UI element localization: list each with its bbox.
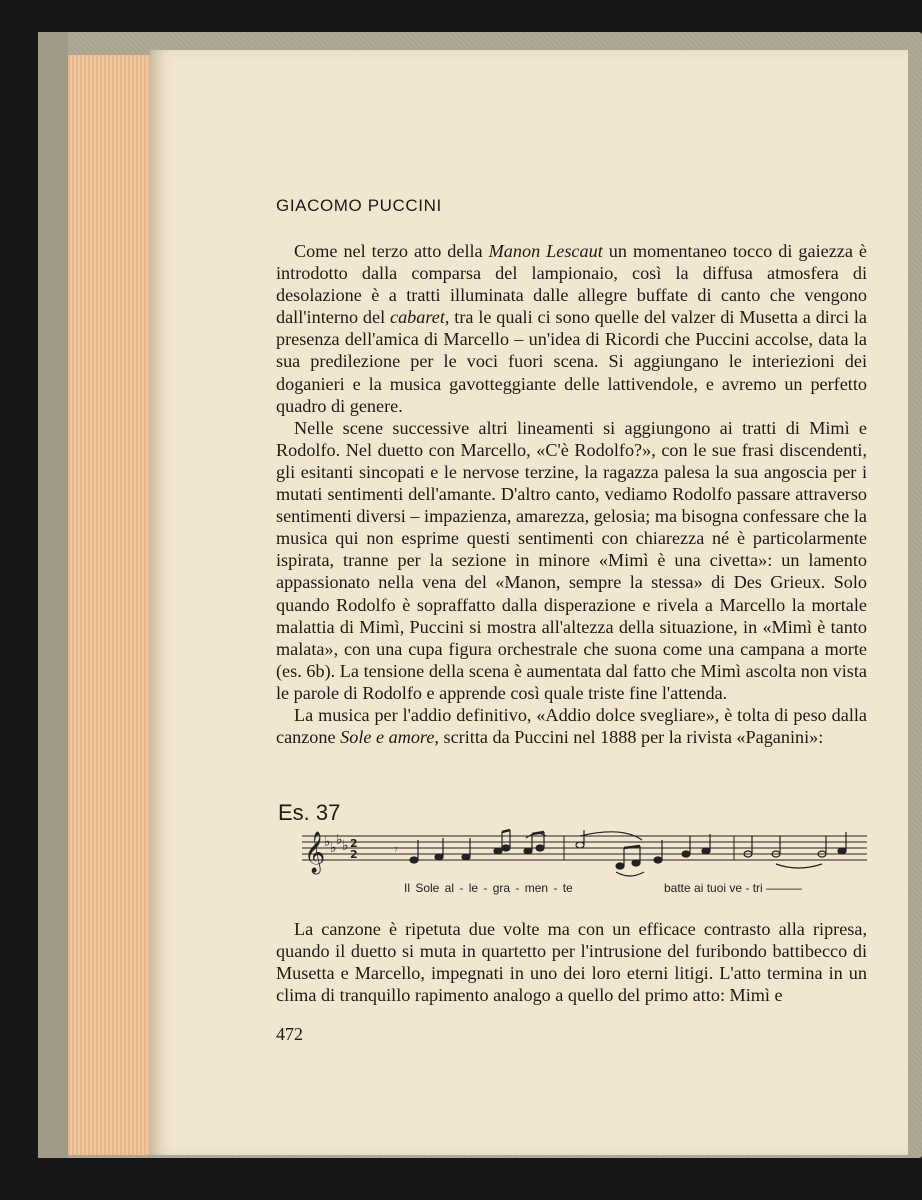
time-signature-icon xyxy=(350,837,358,861)
text-span: , scritta da Puccini nel 1888 per la rivista «Paganini»: xyxy=(434,727,824,748)
text-span: Come nel terzo atto della xyxy=(294,241,489,261)
svg-text:𝄾: 𝄾 xyxy=(394,842,398,858)
svg-text:2: 2 xyxy=(350,848,358,861)
note-group-1 xyxy=(394,830,546,863)
running-header: GIACOMO PUCCINI xyxy=(276,196,442,215)
paragraph-1 xyxy=(276,240,867,417)
text-span: , tra le quali ci sono quelle del valzer di Musetta a dirci la presenza dell'amica di Marcello – un'idea di Ricordi che Puccini accolse, data la sua predilezione per le voci fuori scena. Si aggiungano le interiezioni dei doganieri e la musica gavotteggiante delle lattivendole, e avremo un perfetto quadro di genere. xyxy=(276,307,867,416)
song-title: Sole e amore xyxy=(340,727,435,748)
lyrics-line-2: batte ai tuoi ve - tri ——— xyxy=(664,881,803,895)
music-staff xyxy=(302,824,867,884)
paragraph-4: La canzone è ripetuta due volte ma con un efficace contrasto alla ripresa, quando il duetto si muta in quartetto per l'intrusione del furibondo battibecco di Musetta e Marcello, impegnati in uno dei loro eterni litigi. L'atto termina in un clima di tranquillo rapimento analogo a quello del primo atto: Mimì e xyxy=(276,919,867,1006)
note-group-3 xyxy=(744,832,846,868)
note-group-2 xyxy=(576,830,710,876)
page-edges xyxy=(68,55,152,1155)
book-spine xyxy=(38,32,68,1158)
italic-word: cabaret xyxy=(390,307,445,328)
svg-text:♭: ♭ xyxy=(336,832,343,848)
text-span: La musica per l'addio definitivo, «Addio dolce svegliare», è tolta di peso dalla canzone xyxy=(276,704,867,748)
body-text-top xyxy=(276,240,867,748)
body-text-bottom xyxy=(276,918,867,1006)
text-span: un momentaneo tocco di gaiezza è introdotto dalla comparsa del lampionaio, così la diffusa atmosfera di desolazione è a tratti illuminata dalle allegre buffate di canto che vengono dall'interno del xyxy=(276,241,867,328)
opera-title: Manon Lescaut xyxy=(488,241,603,261)
svg-text:♭: ♭ xyxy=(324,834,331,850)
svg-text:♭: ♭ xyxy=(330,840,337,856)
svg-text:♭: ♭ xyxy=(342,838,349,854)
paragraph-3 xyxy=(276,704,867,748)
page-number: 472 xyxy=(276,1024,303,1044)
example-label: Es. 37 xyxy=(278,800,341,825)
lyrics-line-1: Il Sole al - le - gra - men - te xyxy=(404,881,573,895)
paragraph-2: Nelle scene successive altri lineamenti si aggiungono ai tratti di Mimì e Rodolfo. Nel duetto con Marcello, «C'è Rodolfo?», con le sue frasi discendenti, gli esitanti sincopati e le nervose terzine, la ragazza palesa la sua angoscia per i mutati sentimenti dell'amante. D'altro canto, vediamo Rodolfo passare attraverso sentimenti diversi – impazienza, amarezza, gelosia; ma bisogna confessare che la musica qui non esprime questi sentimenti con chiarezza né è particolarmente ispirata, tranne per la sezione in minore «Mimì è una civetta»: un lamento appassionato nella vena del «Manon, sempre la stessa» di Des Grieux. Solo quando Rodolfo è sopraffatto dalla disperazione e rivela a Marcello la mortale malattia di Mimì, Puccini si mostra all'altezza della situazione, in «Mimì è tanto malata», con una cupa figura orchestrale che suona come una campana a morte (es. 6b). La tensione della scena è aumentata dal fatto che Mimì ascolta non vista le parole di Rodolfo e apprende così quale triste fine l'attenda. xyxy=(276,417,867,703)
svg-text:2: 2 xyxy=(350,837,358,850)
treble-clef-icon: 𝄞 xyxy=(304,832,326,873)
